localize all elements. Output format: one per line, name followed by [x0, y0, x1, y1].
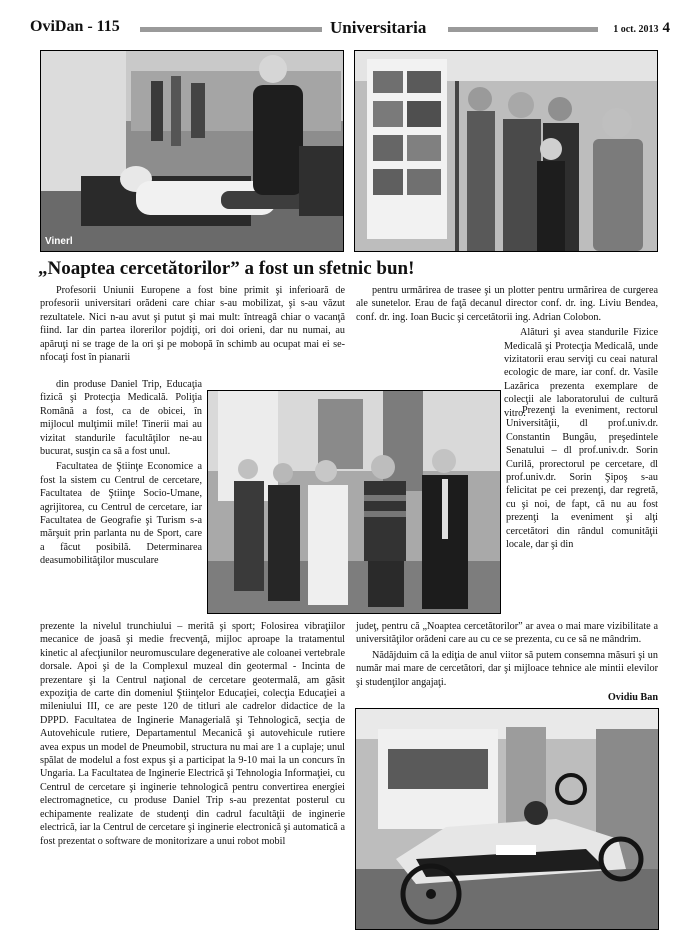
header-rule-right — [448, 27, 598, 32]
paragraph: Profesorii Uniunii Europene a fost bine primit şi inferioară de profesorii universitari orădeni care chiar s-au mobilizat, şi s-au văzut rezultatele. Nici n-au avut şi putut şi mai mult: întreagă chiar o vacanţă fiind. Iar din partea ilorerilor pojdiţi, ori doi orieni, dar nu numai, au apăruţi ni se trage de la ori şi pe mobopă în schimb au ocupat mai ei se-nfocaţi fost în pianarii — [40, 285, 345, 364]
paragraph: Alături şi avea standurile Fizice Medicală şi Protecţia Medicală, unde vizitatorii erau serviţi cu ceai natural ecologic de mare, iar conf. dr. Vasile Lazărica prezenta exemplare de colecţii ale laboratorului de cultură vitro. — [504, 327, 658, 419]
paragraph: judeţ, pentru că „Noaptea cercetătorilor” ar avea o mai mare vizibilitate a universităţilor orădeni care au cu ce se prezenta, cu ce să ne mândrim. — [356, 621, 658, 646]
photo-caption: Vinerl — [45, 236, 73, 247]
paragraph: Prezenţi la eveniment, rectorul Universităţii, dl prof.univ.dr. Constantin Bungău, preşedintele Senatului – dl prof.univ.dr. Sorin Curilă, prorectorul pe cercetare, dl prof.univ.dr. Sorin Şipoş s-au felicitat pe cei prezenţi, dar regretă, cu şi noi, de fapt, că nu au fost prezenţi la eveniment şi alţi cercetători din rândul comunităţii locale, dar şi din — [506, 405, 658, 551]
author-signature: Ovidiu Ban — [607, 692, 658, 704]
article-column-left — [40, 284, 345, 366]
article-column-body — [40, 620, 345, 850]
paragraph: Facultatea de Ştiinţe Economice a fost la sistem cu Centrul de cercetare, Facultatea de Ştiinţe Socio-Umane, agrijitorea, cu Centrul de cercetare, iar Facultatea de Geografie şi Turism s-a mărşuit prin parlanta nu de Sport, care a făcut posibilă. Determinarea deasumobilităţilor musculare — [40, 461, 202, 567]
page-header — [30, 18, 670, 40]
paragraph: Nădăjduim că la ediţia de anul viitor să putem consemna măsuri şi un număr mai mare de cercetători, dar şi mijloace tehnice ale mintii elevilor şi studenţilor angajaţi. — [356, 649, 658, 688]
paragraph: din produse Daniel Trip, Educaţia fizică şi Protecţia Medicală. Poliţia Română a fost, ca de obicei, în mijlocul mulţimii mile! Tinerii mai au vizitat standurile facultăţilor ne-au bucurat, susţin ca să a fost unul. — [40, 379, 202, 458]
photo-physio-demo — [40, 50, 344, 252]
photo-visitors-posters — [354, 50, 658, 252]
article-column-right-narrow — [506, 404, 658, 553]
article-column-right-bottom — [356, 620, 658, 704]
paragraph: pentru urmărirea de trasee şi un plotter pentru urmărirea de curgerea ale sunetelor. Erau de faţă decanul director conf. dr. ing. Liviu Bendea, conf. dr. ing. Ioan Bucic şi cercetătorii ing. Adrian Colobon. — [356, 285, 658, 323]
newspaper-issue: OviDan - 115 — [30, 18, 120, 35]
paragraph: prezente la nivelul trunchiului – merită şi sport; Folosirea vibraţiilor mecanice de joasă şi medie frecvenţă, mijloc aproape la tratamentul kinetic al afecţiunilor neuromusculare degenerative ale coloanei vertebrale dorsale. Apoi şi de la Complexul muzeal din geotermal - Incinta de prezentare şi la Centrul naţional de cercetare geotermală, am găsit expoziţia de carte din domeniul Ştiinţelor Educaţiei, colecţia Educaţiei a mileniului III, ce are peste 120 de titluri ale cadrelor didactice de la DPPD. Facultatea de Inginerie Managerială şi Tehnologică, secţia de Autovehicule rutiere, Departamentul Mecanică şi autovehicule rutiere avea expus un model de Pneumobil, structura nu mai are 1 a cuplaje; unul spălat de modelul a fost expus şi a participat la 9-10 mai la un concurs în Ungaria. La Facultatea de Inginerie Electrică şi Tehnologia Informaţiei, cu Centrul de cercetare şi inginerie tehnologică pentru convertirea energiei electromagnetice, cu produse Daniel Trip s-au prezentat posterul cu echipamente realizate de studenţi din cadrul facultăţii de inginerie electrică, iar la Centrul de cercetare şi inginerie electronică şi automatică a fost prezentat o software de monitorizare a unui robot mobil — [40, 621, 345, 847]
page-date: 1 oct. 2013 4 — [613, 20, 670, 36]
article-title: „Noaptea cercetătorilor” a fost un sfetnic bun! — [38, 258, 415, 279]
article-column-left-narrow — [40, 378, 202, 570]
photo-officials-group — [207, 390, 501, 614]
photo-pneumobil — [355, 708, 659, 930]
page-number: 4 — [662, 20, 670, 36]
section-title: Universitaria — [330, 18, 427, 37]
header-rule-left — [140, 27, 322, 32]
